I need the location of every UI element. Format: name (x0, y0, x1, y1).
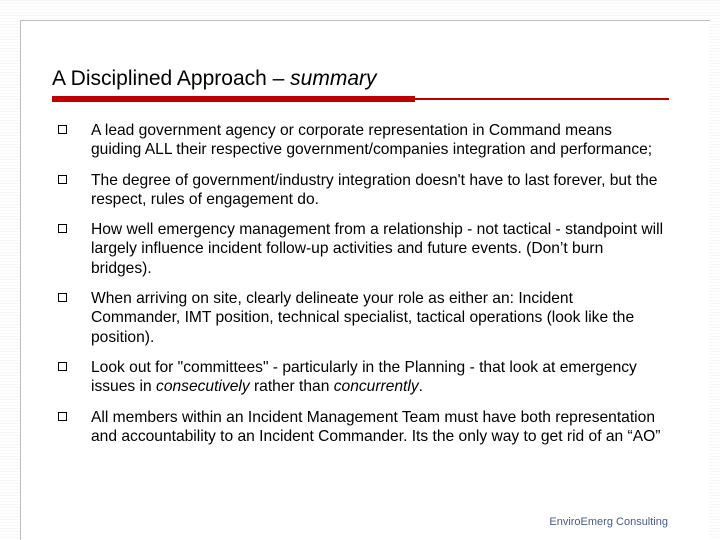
bullet-list (56, 121, 666, 457)
bullet-text: When arriving on site, clearly delineate your role as either an: Incident Commander, IMT position, technical specialist, tactical operations (look like the position). (91, 290, 635, 346)
square-bullet-icon (58, 412, 67, 421)
bullet-text (91, 359, 637, 395)
slide-title (52, 66, 377, 92)
square-bullet-icon (58, 293, 67, 302)
bullet-item (56, 408, 666, 447)
emphasis-consecutively: consecutively (156, 378, 250, 396)
bullet-text: How well emergency management from a relationship - not tactical - standpoint will largely influence incident follow-up activities and future events. (Don’t burn bridges). (91, 221, 664, 277)
title-underline-thick (52, 96, 415, 102)
emphasis-concurrently: concurrently (333, 378, 419, 396)
bullet-item (56, 220, 666, 278)
bullet-item (56, 358, 666, 397)
title-main: A Disciplined Approach – (52, 67, 291, 90)
title-italic: summary (290, 67, 377, 90)
footer-company: EnviroEmerg Consulting (549, 516, 668, 528)
square-bullet-icon (58, 125, 67, 134)
square-bullet-icon (58, 224, 67, 233)
square-bullet-icon (58, 362, 67, 371)
bullet-item (56, 121, 666, 160)
bullet-text: The degree of government/industry integration doesn't have to last forever, but the respect, rules of engagement do. (91, 171, 658, 208)
bullet-item (56, 171, 666, 210)
bullet-text-middle: rather than (249, 378, 334, 396)
bullet-text-after: . (418, 378, 423, 396)
bullet-text-before: Look out for "committees" - particularly in the Planning - that look at emergency issues in (91, 358, 637, 396)
bullet-text: A lead government agency or corporate representation in Command means guiding ALL their respective government/companies integration and performance; (91, 122, 653, 159)
square-bullet-icon (58, 175, 67, 184)
bullet-item (56, 289, 666, 347)
bullet-text: All members within an Incident Management Team must have both representation and accountability to an Incident Commander. Its the only way to get rid of an “AO” (91, 408, 661, 445)
